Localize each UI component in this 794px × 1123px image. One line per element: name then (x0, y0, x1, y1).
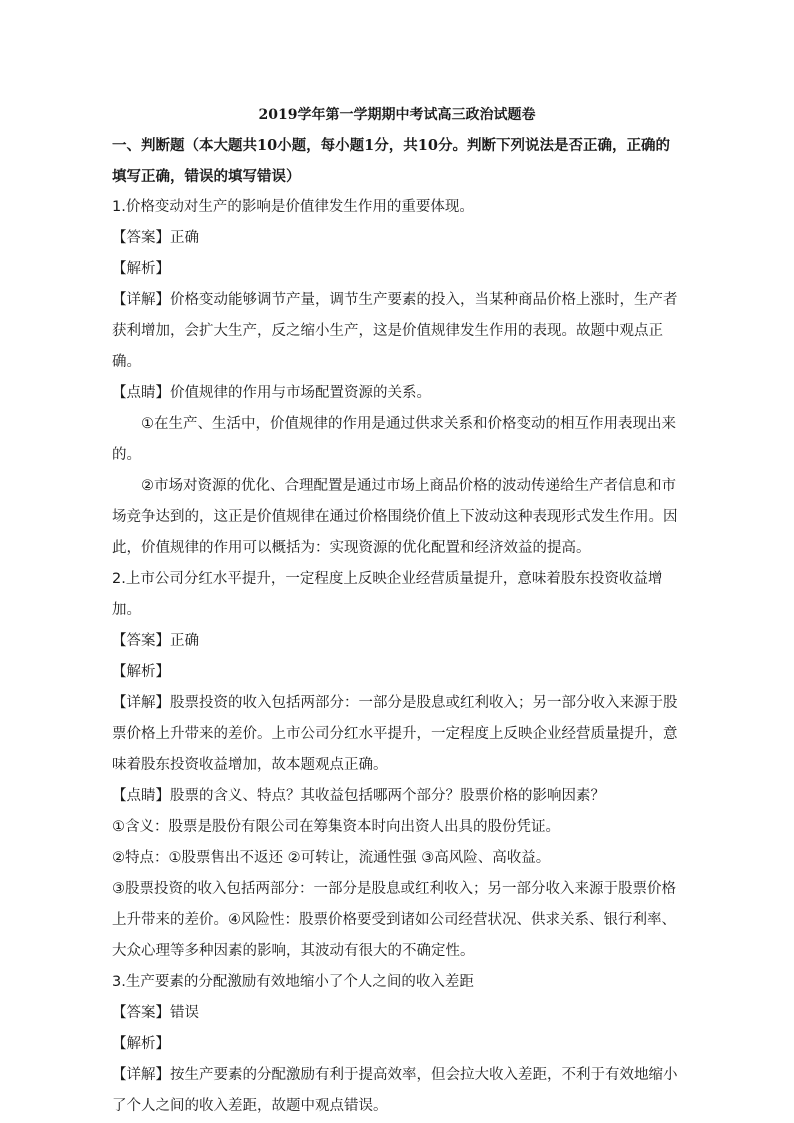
q1-answer: 【答案】正确 (112, 230, 199, 246)
q2-point-2: ②特点：①股票售出不返还 ②可转让，流通性强 ③高风险、高收益。 (112, 850, 551, 866)
q3-question: 3.生产要素的分配激励有效地缩小了个人之间的收入差距 (112, 974, 474, 990)
q3-detail: 【详解】按生产要素的分配激励有利于提高效率，但会拉大收入差距，不利于有效地缩小了个人之间的收入差距，故题中观点错误。 (112, 1067, 678, 1114)
q1-question: 1.价格变动对生产的影响是价值律发生作用的重要体现。 (112, 199, 474, 215)
page-title: 2019学年第一学期期中考试高三政治试题卷 (258, 107, 536, 123)
q1-analysis-label: 【解析】 (112, 261, 170, 277)
q1-point: 【点睛】价值规律的作用与市场配置资源的关系。 (112, 385, 431, 401)
q2-point-1: ①含义：股票是股份有限公司在筹集资本时向出资人出具的股份凭证。 (112, 819, 560, 835)
q2-detail: 【详解】股票投资的收入包括两部分：一部分是股息或红利收入；另一部分收入来源于股票价格上升带来的差价。上市公司分红水平提升，一定程度上反映企业经营质量提升，意味着股东投资收益增加，故本题观点正确。 (112, 695, 678, 773)
q1-point-2: ②市场对资源的优化、合理配置是通过市场上商品价格的波动传递给生产者信息和市场竞争达到的，这正是价值规律在通过价格围绕价值上下波动这种表现形式发生作用。因此，价值规律的作用可以概括为：实现资源的优化配置和经济效益的提高。 (112, 478, 678, 556)
q1-point-1: ①在生产、生活中，价值规律的作用是通过供求关系和价格变动的相互作用表现出来的。 (112, 416, 676, 463)
q2-analysis-label: 【解析】 (112, 664, 170, 680)
q3-analysis-label: 【解析】 (112, 1036, 170, 1052)
q3-answer: 【答案】错误 (112, 1005, 199, 1021)
q2-point-3: ③股票投资的收入包括两部分：一部分是股息或红利收入；另一部分收入来源于股票价格上升带来的差价。④风险性：股票价格要受到诸如公司经营状况、供求关系、银行利率、大众心理等多种因素的影响，其波动有很大的不确定性。 (112, 881, 676, 959)
document-body (112, 130, 684, 1122)
q2-answer: 【答案】正确 (112, 633, 199, 649)
section-heading: 一、判断题（本大题共10小题，每小题1分，共10分。判断下列说法是否正确，正确的填写正确，错误的填写错误） (112, 137, 670, 185)
q2-point: 【点睛】股票的含义、特点？其收益包括哪两个部分？股票价格的影响因素？ (112, 788, 605, 804)
q1-detail: 【详解】价格变动能够调节产量，调节生产要素的投入，当某种商品价格上涨时，生产者获利增加，会扩大生产，反之缩小生产，这是价值规律发生作用的表现。故题中观点正确。 (112, 292, 678, 370)
q2-question: 2.上市公司分红水平提升，一定程度上反映企业经营质量提升，意味着股东投资收益增加。 (112, 571, 663, 618)
